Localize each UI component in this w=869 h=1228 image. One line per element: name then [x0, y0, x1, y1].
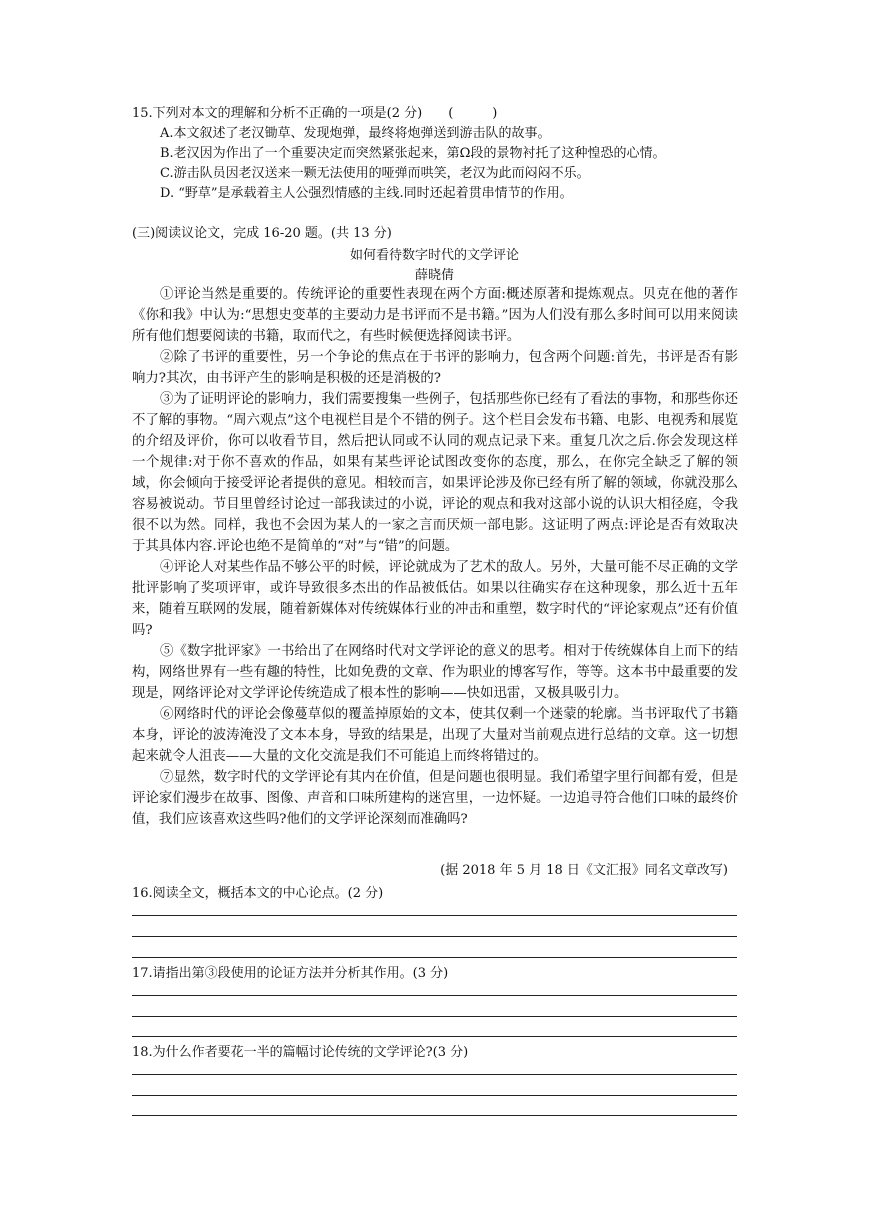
- article-title: 如何看待数字时代的文学评论: [349, 248, 519, 263]
- question-15: [132, 104, 742, 204]
- paragraph-1: ①评论当然是重要的。传统评论的重要性表现在两个方面:概述原著和提炼观点。贝克在他的著作《你和我》中认为:“思想史变革的主要动力是书评而不是书籍。”因为人们没有那么多时间可以用来阅读所有他们想要阅读的书籍，取而代之，有些时候便选择阅读书评。: [132, 287, 738, 344]
- paragraph-2: ②除了书评的重要性，另一个争论的焦点在于书评的影响力，包含两个问题:首先，书评是否有影响力?其次，由书评产生的影响是积极的还是消极的?: [132, 350, 738, 386]
- paragraph-5: ⑤《数字批评家》一书给出了在网络时代对文学评论的意义的思考。相对于传统媒体自上而下的结构，网络世界有一些有趣的特性，比如免费的文章、作为职业的博客写作，等等。这本书中最重要的发现是，网络评论对文学评论传统造成了根本性的影响——快如迅雷，又极具吸引力。: [132, 644, 738, 701]
- answer-line[interactable]: [132, 1036, 737, 1037]
- answer-line[interactable]: [132, 995, 737, 996]
- answer-line[interactable]: [132, 957, 737, 958]
- answer-line[interactable]: [132, 1095, 737, 1096]
- question-15-stem: 15.下列对本文的理解和分析不正确的一项是(2 分) ( ): [132, 106, 498, 121]
- article-source: (据 2018 年 5 月 18 日《文汇报》同名文章改写): [440, 863, 728, 878]
- question-15-option-b: B.老汉因为作出了一个重要决定而突然紧张起来，第Ω段的景物衬托了这种惶恐的心情。: [160, 146, 666, 161]
- question-16: 16.阅读全文，概括本文的中心论点。(2 分): [132, 886, 384, 901]
- answer-line[interactable]: [132, 915, 737, 916]
- answer-line[interactable]: [132, 1016, 737, 1017]
- answer-line[interactable]: [132, 1115, 737, 1116]
- article-author: 薛晓倩: [414, 268, 454, 283]
- answer-line[interactable]: [132, 936, 737, 937]
- section-heading: (三)阅读议论文，完成 16-20 题。(共 13 分): [132, 226, 392, 241]
- paragraph-6: ⑥网络时代的评论会像蔓草似的覆盖掉原始的文本，使其仅剩一个迷蒙的轮廓。当书评取代了书籍本身，评论的波涛淹没了文本本身，导致的结果是，出现了大量对当前观点进行总结的文章。这一切想起来就令人沮丧——大量的文化交流是我们不可能追上而终将错过的。: [132, 707, 738, 764]
- article-body: [132, 284, 738, 830]
- question-18: 18.为什么作者要花一半的篇幅讨论传统的文学评论?(3 分): [132, 1045, 469, 1060]
- question-15-option-c: C.游击队员因老汉送来一颗无法使用的哑弹而哄笑，老汉为此而闷闷不乐。: [160, 166, 590, 181]
- question-15-option-d: D. “野草”是承载着主人公强烈情感的主线.同时还起着贯串情节的作用。: [160, 186, 573, 201]
- paragraph-4: ④评论人对某些作品不够公平的时候，评论就成为了艺术的敌人。另外，大量可能不尽正确的文学批评影响了奖项评审，或许导致很多杰出的作品被低估。如果以往确实存在这种现象，那么近十五年来，随着互联网的发展，随着新媒体对传统媒体行业的冲击和重塑，数字时代的“评论家观点”还有价值吗?: [132, 560, 738, 638]
- answer-line[interactable]: [132, 1074, 737, 1075]
- paragraph-7: ⑦显然，数字时代的文学评论有其内在价值，但是问题也很明显。我们希望字里行间都有爱，但是评论家们漫步在故事、图像、声音和口味所建构的迷宫里，一边怀疑。一边追寻符合他们口味的最终价值，我们应该喜欢这些吗?他们的文学评论深刻而准确吗?: [132, 770, 738, 827]
- question-17: 17.请指出第③段使用的论证方法并分析其作用。(3 分): [132, 966, 449, 981]
- paragraph-3: ③为了证明评论的影响力，我们需要搜集一些例子，包括那些你已经有了看法的事物，和那些你还不了解的事物。“周六观点”这个电视栏目是个不错的例子。这个栏目会发布书籍、电影、电视秀和展览的介绍及评价，你可以收看节目，然后把认同或不认同的观点记录下来。重复几次之后.你会发现这样一个规律:对于你不喜欢的作品，如果有某些评论试图改变你的态度，那么，在你完全缺乏了解的领域，你会倾向于接受评论者提供的意见。相较而言，如果评论涉及你已经有所了解的领域，你就没那么容易被说动。节目里曾经讨论过一部我读过的小说，评论的观点和我对这部小说的认识大相径庭，令我很不以为然。同样，我也不会因为某人的一家之言而厌烦一部电影。这证明了两点:评论是否有效取决于其具体内容.评论也绝不是简单的“对”与“错”的问题。: [132, 392, 738, 554]
- question-15-option-a: A.本文叙述了老汉锄草、发现炮弹，最终将炮弹送到游击队的故事。: [160, 126, 551, 141]
